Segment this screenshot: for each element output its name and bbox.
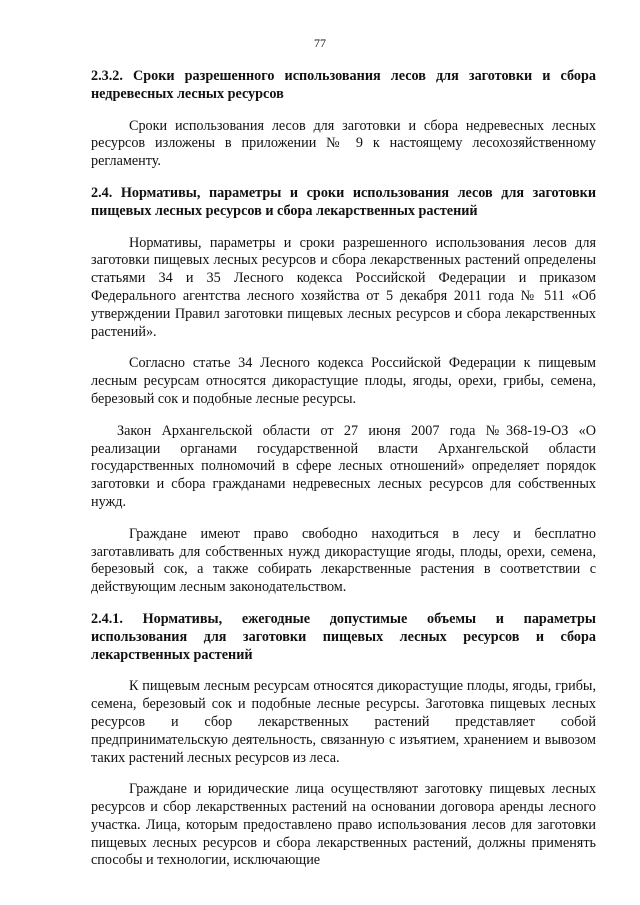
- section-heading-2-3-2: 2.3.2. Сроки разрешенного использования лесов для заготовки и сбора недревесных лесных ресурсов: [91, 68, 596, 102]
- section-heading-2-4: 2.4. Нормативы, параметры и сроки использования лесов для заготовки пищевых лесных ресурсов и сбора лекарственных растений: [91, 184, 596, 219]
- paragraph: Сроки использования лесов для заготовки и сбора недревесных лесных ресурсов изложены в приложении № 9 к настоящему лесохозяйственному регламенту.: [91, 117, 596, 170]
- paragraph: Согласно статье 34 Лесного кодекса Российской Федерации к пищевым лесным ресурсам относятся дикорастущие плоды, ягоды, орехи, грибы, семена, березовый сок и подобные лесные ресурсы.: [91, 355, 596, 407]
- paragraph: Нормативы, параметры и сроки разрешенного использования лесов для заготовки пищевых лесных ресурсов и сбора лекарственных растений определены статьями 34 и 35 Лесного кодекса Российской Федерации и приказом Федерального агентства лесного хозяйства от 5 декабря 2011 года № 511 «Об утверждении Правил заготовки пищевых лесных ресурсов и сбора лекарственных растений».: [91, 234, 596, 340]
- paragraph: Граждане и юридические лица осуществляют заготовку пищевых лесных ресурсов и сбор лекарственных растений на основании договора аренды лесного участка. Лица, которым предоставлено право использования лесов для заготовки пищевых лесных ресурсов и сбора лекарственных растений, должны применять способы и технологии, исключающие: [91, 781, 596, 869]
- paragraph: К пищевым лесным ресурсам относятся дикорастущие плоды, ягоды, грибы, семена, березовый сок и подобные лесные ресурсы. Заготовка пищевых лесных ресурсов и сбор лекарственных растений представляет собой предпринимательскую деятельность, связанную с изъятием, хранением и вывозом таких растений лесных ресурсов из леса.: [91, 678, 596, 766]
- document-body: [91, 68, 596, 884]
- paragraph: Граждане имеют право свободно находиться в лесу и бесплатно заготавливать для собственных нужд дикорастущие ягоды, плоды, орехи, семена, березовый сок, а также собирать лекарственные растения в соответствии с действующим лесным законодательством.: [91, 525, 596, 596]
- page-number: 77: [314, 36, 326, 50]
- paragraph: Закон Архангельской области от 27 июня 2007 года №368-19-ОЗ «О реализации органами государственной власти Архангельской области государственных полномочий в сфере лесных отношений» определяет порядок заготовки и сбора гражданами недревесных лесных ресурсов для собственных нужд.: [91, 422, 596, 510]
- section-heading-2-4-1: 2.4.1. Нормативы, ежегодные допустимые объемы и параметры использования для заготовки пищевых лесных ресурсов и сбора лекарственных растений: [91, 610, 596, 663]
